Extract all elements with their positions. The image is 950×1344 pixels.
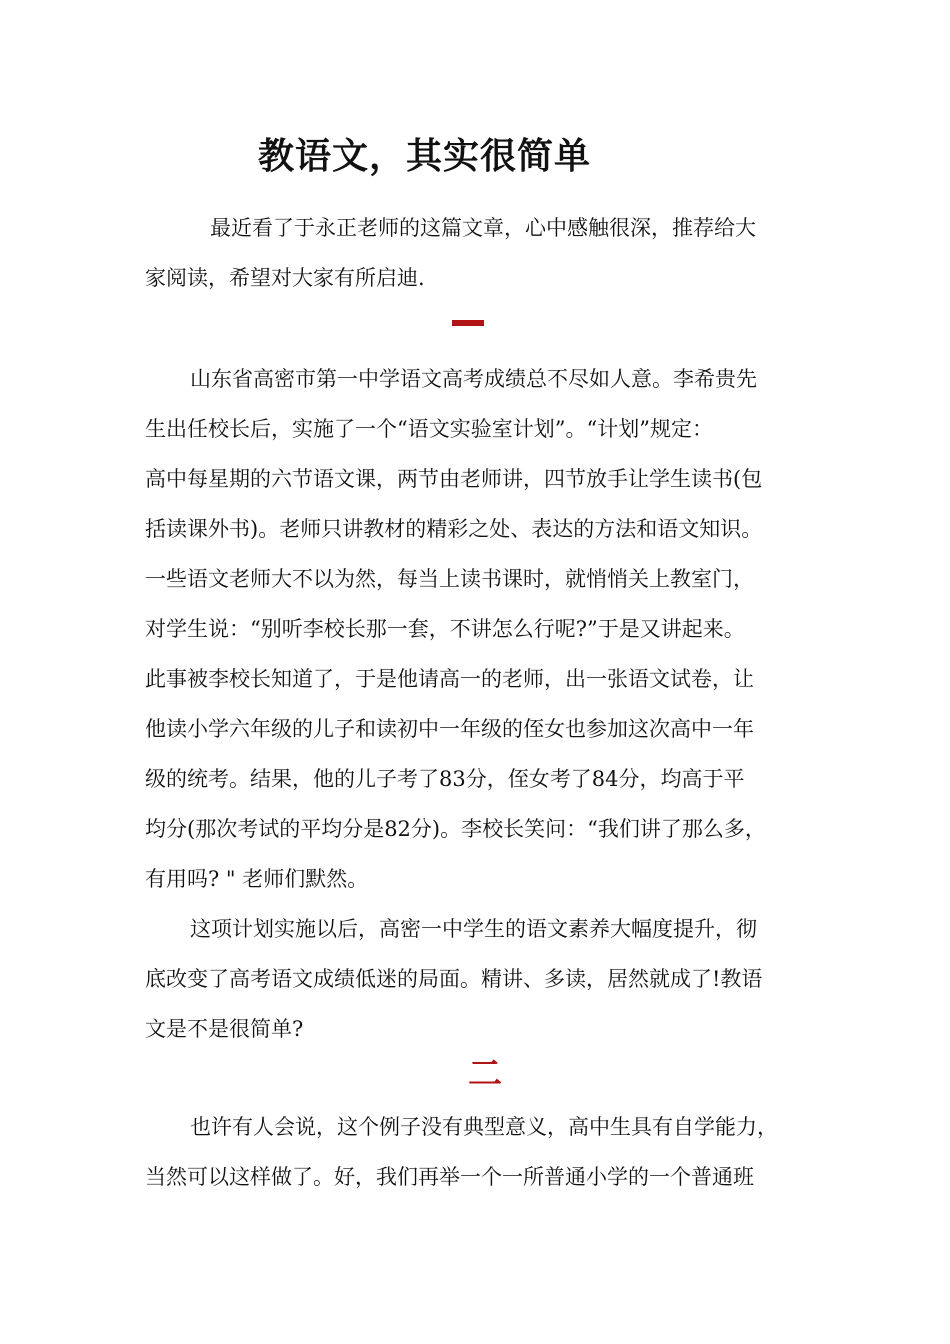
paragraph-line: 一些语文老师大不以为然，每当上读书课时，就悄悄关上教室门，	[145, 567, 754, 591]
paragraph-line: 文是不是很简单?	[145, 1017, 304, 1041]
paragraph-line: 均分(那次考试的平均分是82分)。李校长笑问：“我们讲了那么多，	[145, 817, 766, 841]
article-title: 教语文，其实很简单	[258, 136, 592, 177]
paragraph-line: 级的统考。结果，他的儿子考了83分，侄女考了84分，均高于平	[145, 767, 745, 791]
paragraph-line: 山东省高密市第一中学语文高考成绩总不尽如人意。李希贵先	[190, 367, 757, 391]
paragraph-line: 此事被李校长知道了，于是他请高一的老师，出一张语文试卷，让	[145, 667, 754, 691]
intro-line-2: 家阅读，希望对大家有所启迪.	[145, 266, 425, 290]
paragraph-line: 当然可以这样做了。好，我们再举一个一所普通小学的一个普通班	[145, 1165, 754, 1189]
paragraph-line: 底改变了高考语文成绩低迷的局面。精讲、多读，居然就成了!教语	[145, 967, 763, 991]
paragraph-line: 有用吗? " 老师们默然。	[145, 867, 369, 891]
paragraph-line: 括读课外书)。老师只讲教材的精彩之处、表达的方法和语文知识。	[145, 517, 763, 541]
section-heading-one	[452, 320, 484, 326]
paragraph-line: 也许有人会说，这个例子没有典型意义，高中生具有自学能力，	[190, 1115, 778, 1139]
intro-line-1: 最近看了于永正老师的这篇文章，心中感触很深，推荐给大	[210, 216, 756, 240]
section-heading-two: 二	[468, 1054, 502, 1094]
paragraph-line: 这项计划实施以后，高密一中学生的语文素养大幅度提升，彻	[190, 917, 757, 941]
paragraph-line: 高中每星期的六节语文课，两节由老师讲，四节放手让学生读书(包	[145, 467, 763, 491]
paragraph-line: 他读小学六年级的儿子和读初中一年级的侄女也参加这次高中一年	[145, 717, 754, 741]
paragraph-line: 生出任校长后，实施了一个“语文实验室计划”。“计划”规定：	[145, 417, 713, 441]
paragraph-line: 对学生说：“别听李校长那一套，不讲怎么行呢?”于是又讲起来。	[145, 617, 745, 641]
